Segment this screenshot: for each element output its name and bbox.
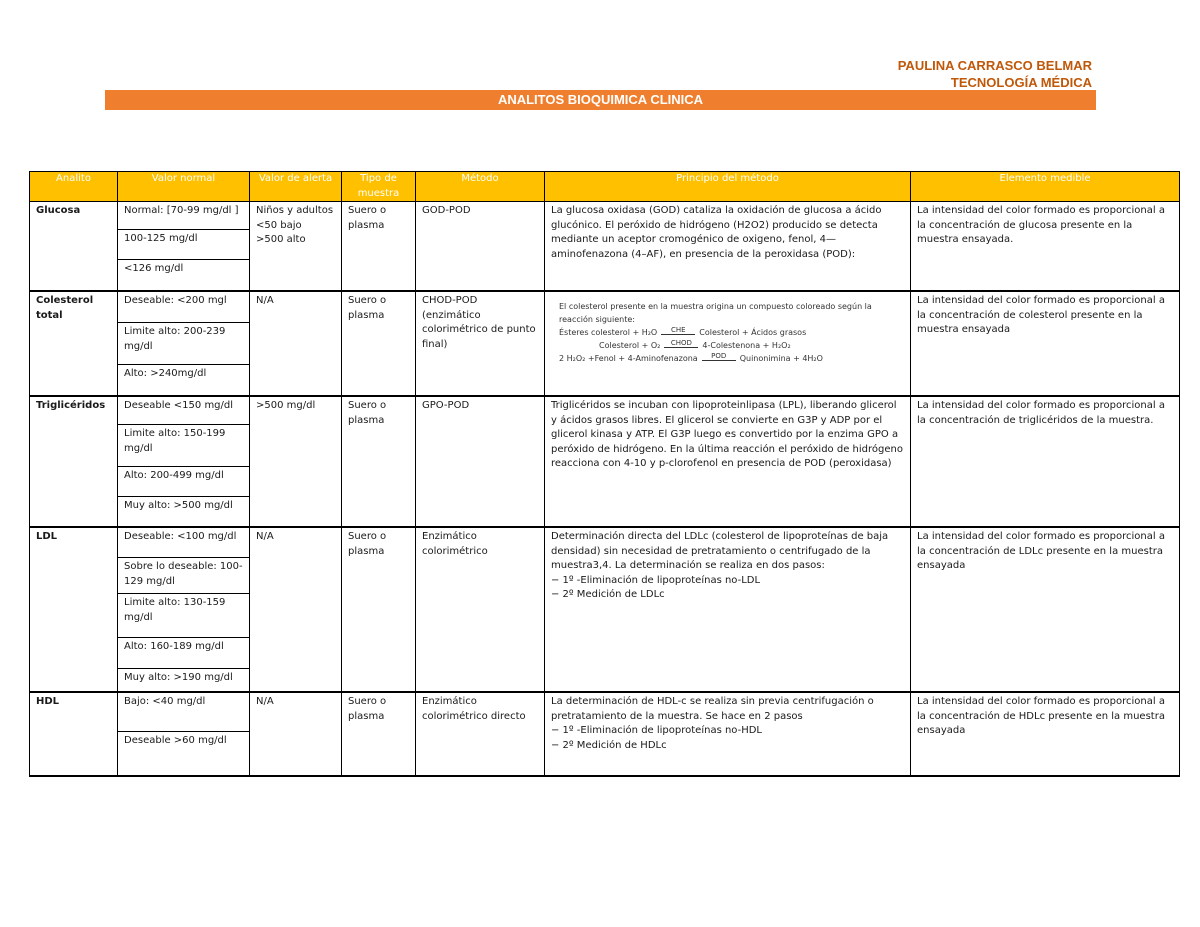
measurable-element: La intensidad del color formado es proporcional a la concentración de triglicéridos de la muestra.	[911, 396, 1180, 527]
normal-value: Normal: [70-99 mg/dl ]	[118, 202, 249, 230]
method-principle: Determinación directa del LDLc (colesterol de lipoproteínas de baja densidad) sin necesidad de pretratamiento o centrifugado de la muestra3,4. La determinación se realiza en dos pasos: − 1º -Eliminación de lipoproteínas no-LDL − 2º Medición de LDLc	[545, 527, 911, 692]
reaction-line	[559, 339, 903, 352]
reaction-left: Ésteres colesterol + H₂O	[559, 328, 658, 337]
table-header-row	[30, 172, 1180, 202]
reaction-left: Colesterol + O₂	[599, 341, 661, 350]
reaction-equation-image	[551, 294, 905, 365]
method: GPO-POD	[416, 396, 545, 527]
normal-value: <126 mg/dl	[124, 263, 184, 274]
column-header: Tipo de muestra	[342, 172, 416, 202]
column-header: Método	[416, 172, 545, 202]
column-header: Principio del método	[545, 172, 911, 202]
measurable-element: La intensidad del color formado es proporcional a la concentración de glucosa presente en la muestra ensayada.	[911, 202, 1180, 292]
normal-values	[118, 291, 250, 396]
normal-value: 100-125 mg/dl	[118, 230, 249, 260]
reaction-right: Colesterol + Ácidos grasos	[699, 328, 807, 337]
sample-type: Suero o plasma	[342, 396, 416, 527]
normal-value: Alto: 160-189 mg/dl	[118, 638, 249, 669]
alert-value: N/A	[250, 692, 342, 776]
normal-value: Deseable: <200 mgl	[118, 292, 249, 323]
reaction-arrow: CHOD	[664, 340, 698, 348]
measurable-element: La intensidad del color formado es proporcional a la concentración de HDLc presente en la muestra ensayada	[911, 692, 1180, 776]
table-row	[30, 396, 1180, 527]
normal-value: Deseable >60 mg/dl	[124, 735, 227, 746]
normal-values	[118, 202, 250, 292]
normal-value: Alto: >240mg/dl	[124, 368, 207, 379]
normal-value: Muy alto: >190 mg/dl	[124, 672, 233, 683]
column-header: Elemento medible	[911, 172, 1180, 202]
reaction-intro: El colesterol presente en la muestra origina un compuesto coloreado según la reacción siguiente:	[559, 302, 872, 324]
measurable-element: La intensidad del color formado es proporcional a la concentración de colesterol presente en la muestra ensayada	[911, 291, 1180, 396]
normal-value: Sobre lo deseable: 100-129 mg/dl	[118, 558, 249, 594]
method: Enzimático colorimétrico directo	[416, 692, 545, 776]
alert-value: N/A	[250, 291, 342, 396]
normal-value: Alto: 200-499 mg/dl	[118, 467, 249, 497]
column-header: Valor normal	[118, 172, 250, 202]
reaction-arrow: CHE	[661, 327, 695, 335]
normal-value: Limite alto: 150-199 mg/dl	[118, 425, 249, 467]
reaction-left: 2 H₂O₂ +Fenol + 4-Aminofenazona	[559, 354, 698, 363]
normal-value: Deseable: <100 mg/dl	[118, 528, 249, 558]
normal-values	[118, 396, 250, 527]
method-principle	[545, 291, 911, 396]
alert-value: N/A	[250, 527, 342, 692]
method: CHOD-POD (enzimático colorimétrico de punto final)	[416, 291, 545, 396]
normal-value: Muy alto: >500 mg/dl	[124, 500, 233, 511]
sample-type: Suero o plasma	[342, 202, 416, 292]
alert-value: >500 mg/dl	[250, 396, 342, 527]
method: GOD-POD	[416, 202, 545, 292]
alert-value: Niños y adultos <50 bajo >500 alto	[250, 202, 342, 292]
reaction-line	[559, 326, 903, 339]
reaction-right: Quinonimina + 4H₂O	[739, 354, 823, 363]
author-block	[898, 57, 1092, 91]
table-row	[30, 202, 1180, 292]
normal-value: Bajo: <40 mg/dl	[118, 693, 249, 732]
normal-values	[118, 527, 250, 692]
reaction-line	[559, 352, 903, 365]
analyte-name: Colesterol total	[30, 291, 118, 396]
analyte-name: Glucosa	[30, 202, 118, 292]
table-row	[30, 291, 1180, 396]
reaction-right: 4-Colestenona + H₂O₂	[702, 341, 791, 350]
method-principle: La determinación de HDL-c se realiza sin previa centrifugación o pretratamiento de la muestra. Se hace en 2 pasos − 1º -Eliminación de lipoproteínas no-HDL − 2º Medición de HDLc	[545, 692, 911, 776]
sample-type: Suero o plasma	[342, 527, 416, 692]
analyte-name: LDL	[30, 527, 118, 692]
table-row	[30, 692, 1180, 776]
method-principle: La glucosa oxidasa (GOD) cataliza la oxidación de glucosa a ácido glucónico. El peróxido de hidrógeno (H2O2) producido se detecta mediante un aceptor cromogénico de oxigeno, fenol, 4—aminofenazona (4–AF), en presencia de la peroxidasa (POD):	[545, 202, 911, 292]
column-header: Analito	[30, 172, 118, 202]
normal-values	[118, 692, 250, 776]
normal-value: Limite alto: 200-239 mg/dl	[118, 323, 249, 365]
analyte-name: Triglicéridos	[30, 396, 118, 527]
reaction-arrow: POD	[702, 353, 736, 361]
column-header: Valor de alerta	[250, 172, 342, 202]
method-principle: Triglicéridos se incuban con lipoproteinlipasa (LPL), liberando glicerol y ácidos grasos libres. El glicerol se convierte en G3P y ADP por el glicerol kinasa y ATP. El G3P luego es convertido por la enzima GPO a peróxido de hidrógeno. En la última reacción el peróxido de hidrógeno reacciona con 4-10 y p-clorofenol en presencia de POD (peroxidasa)	[545, 396, 911, 527]
analytes-table	[29, 171, 1180, 777]
program-name: TECNOLOGÍA MÉDICA	[950, 75, 1092, 90]
normal-value: Limite alto: 130-159 mg/dl	[118, 594, 249, 638]
normal-value: Deseable <150 mg/dl	[118, 397, 249, 425]
method: Enzimático colorimétrico	[416, 527, 545, 692]
sample-type: Suero o plasma	[342, 692, 416, 776]
table-row	[30, 527, 1180, 692]
analyte-name: HDL	[30, 692, 118, 776]
author-name: PAULINA CARRASCO BELMAR	[897, 58, 1092, 73]
title-banner: ANALITOS BIOQUIMICA CLINICA	[105, 90, 1096, 110]
measurable-element: La intensidad del color formado es proporcional a la concentración de LDLc presente en la muestra ensayada	[911, 527, 1180, 692]
sample-type: Suero o plasma	[342, 291, 416, 396]
